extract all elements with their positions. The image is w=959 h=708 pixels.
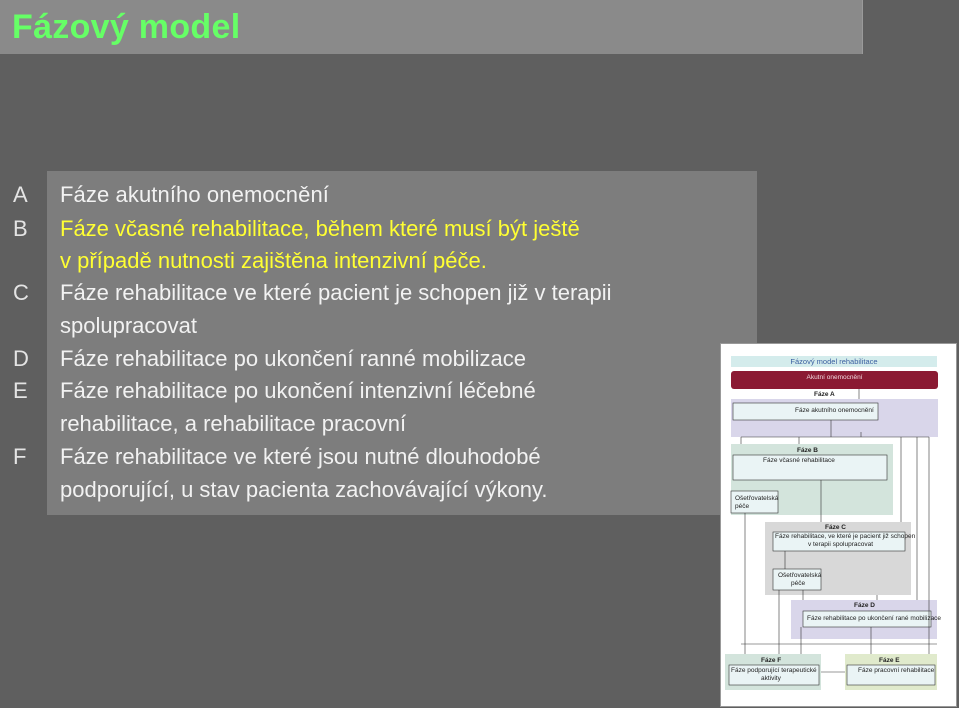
list-letter-c: C [13, 280, 29, 305]
title-bar [0, 0, 863, 54]
diagram-title: Fázový model rehabilitace [790, 357, 878, 366]
list-letter-f: F [13, 444, 27, 469]
phase-c-label: Fáze C [825, 524, 846, 531]
slide-title: Fázový model [12, 8, 241, 46]
list-line-e-2: rehabilitace, a rehabilitace pracovní [60, 411, 407, 436]
nursing-care-1-line1: Ošetřovatelská [735, 495, 779, 502]
list-letter-b: B [13, 216, 28, 241]
phase-e-label: Fáze E [879, 657, 900, 664]
phase-c-text-1: Fáze rehabilitace, ve které je pacient již schopen [775, 533, 916, 540]
list-line-e-1: Fáze rehabilitace po ukončení intenzivní léčebné [60, 378, 536, 403]
list-letter-d: D [13, 346, 29, 371]
phase-b-text: Fáze včasné rehabilitace [763, 457, 835, 464]
phase-f-text-2: aktivity [761, 675, 781, 682]
acute-illness-label: Akutní onemocnění [806, 374, 863, 381]
list-letter-a: A [13, 182, 28, 207]
list-line-c-1: Fáze rehabilitace ve které pacient je schopen již v terapii [60, 280, 612, 305]
list-line-a: Fáze akutního onemocnění [60, 182, 330, 207]
list-line-d: Fáze rehabilitace po ukončení ranné mobilizace [60, 346, 526, 371]
phase-model-diagram [720, 343, 957, 707]
phase-f-label: Fáze F [761, 657, 782, 664]
list-line-b-2: v případě nutnosti zajištěna intenzivní péče. [60, 248, 487, 273]
phase-a-text: Fáze akutního onemocnění [795, 407, 874, 414]
nursing-care-2-line1: Ošetřovatelská [778, 572, 822, 579]
nursing-care-2-line2: péče [791, 580, 806, 587]
list-line-b-1: Fáze včasné rehabilitace, během které musí být ještě [60, 216, 580, 241]
phase-d-label: Fáze D [854, 602, 875, 609]
phase-a-label: Fáze A [814, 391, 835, 398]
phase-f-text-1: Fáze podporující terapeutické [731, 667, 817, 674]
list-line-f-1: Fáze rehabilitace ve které jsou nutné dlouhodobé [60, 444, 541, 469]
list-line-f-2: podporující, u stav pacienta zachovávající výkony. [60, 477, 548, 502]
list-letter-e: E [13, 378, 28, 403]
phase-c-text-2: v terapii spolupracovat [808, 541, 874, 548]
phase-d-text: Fáze rehabilitace po ukončení rané mobilizace [807, 615, 942, 622]
phase-e-text: Fáze pracovní rehabilitace [858, 667, 935, 674]
phase-b-label: Fáze B [797, 447, 818, 454]
nursing-care-1-line2: péče [735, 503, 750, 510]
list-line-c-2: spolupracovat [60, 313, 197, 338]
